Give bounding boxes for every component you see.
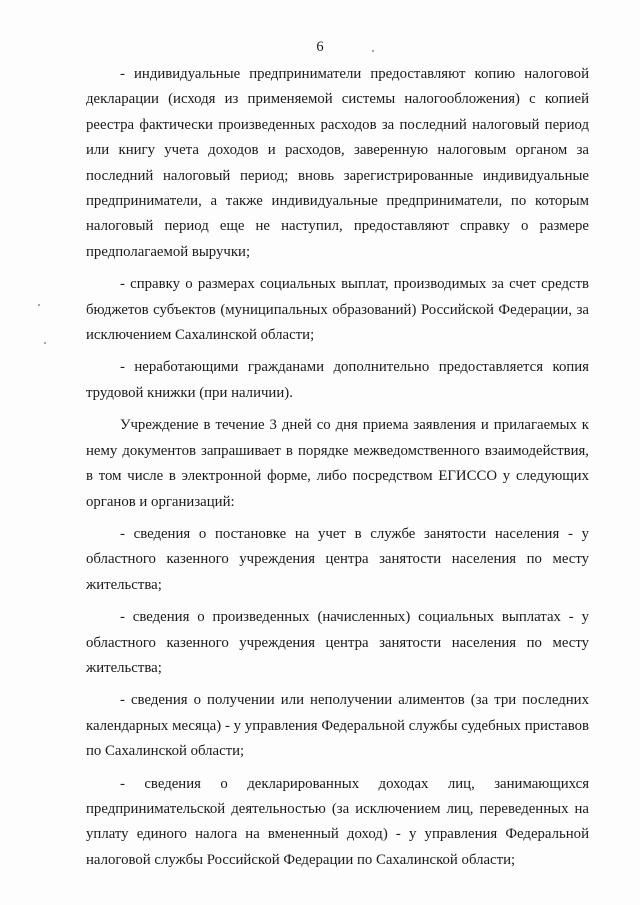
scan-speck (44, 342, 46, 344)
document-body (86, 62, 589, 873)
paragraph-unemployed-work-book: - неработающими гражданами дополнительно предоставляется копия трудовой книжки (при наличии). (86, 359, 589, 401)
paragraph-social-payments-certificate: - справку о размерах социальных выплат, производимых за счет средств бюджетов субъектов (муниципальных образований) Российской Федерации, за исключением Сахалинской области; (86, 276, 589, 344)
paragraph-alimony-info: - сведения о получении или неполучении алиментов (за три последних календарных месяца) - у управления Федеральной службы судебных приставов по Сахалинской области; (86, 692, 589, 760)
paragraph-declared-income-info: - сведения о декларированных доходах лиц, занимающихся предпринимательской деятельностью (за исключением лиц, переведенных на уплату единого налога на вмененный доход) - у управления Федеральной налоговой службы Российской Федерации по Сахалинской области; (86, 775, 589, 868)
paragraph-social-payments-info: - сведения о произведенных (начисленных) социальных выплатах - у областного казенного учреждения центра занятости населения по месту жительства; (86, 609, 589, 676)
scan-speck (372, 50, 374, 52)
paragraph-interagency-request: Учреждение в течение 3 дней со дня приема заявления и прилагаемых к нему документов запрашивает в порядке межведомственного взаимодействия, в том числе в электронной форме, либо посредством ЕГИССО у следующих органов и организаций: (86, 417, 589, 510)
paragraph-entrepreneurs-declaration: - индивидуальные предприниматели предоставляют копию налоговой декларации (исходя из применяемой системы налогообложения) с копией реестра фактически произведенных расходов за последний налоговый период или книгу учета доходов и расходов, заверенную налоговым органом за последний налоговый период; вновь зарегистрированные индивидуальные предприниматели, а также индивидуальные предприниматели, по которым налоговый период еще не наступил, предоставляют справку о размере предполагаемой выручки; (86, 66, 589, 260)
page-number: 6 (316, 39, 324, 55)
scan-speck (38, 304, 40, 306)
paragraph-employment-registration: - сведения о постановке на учет в службе занятости населения - у областного казенного учреждения центра занятости населения по месту жительства; (86, 525, 589, 593)
